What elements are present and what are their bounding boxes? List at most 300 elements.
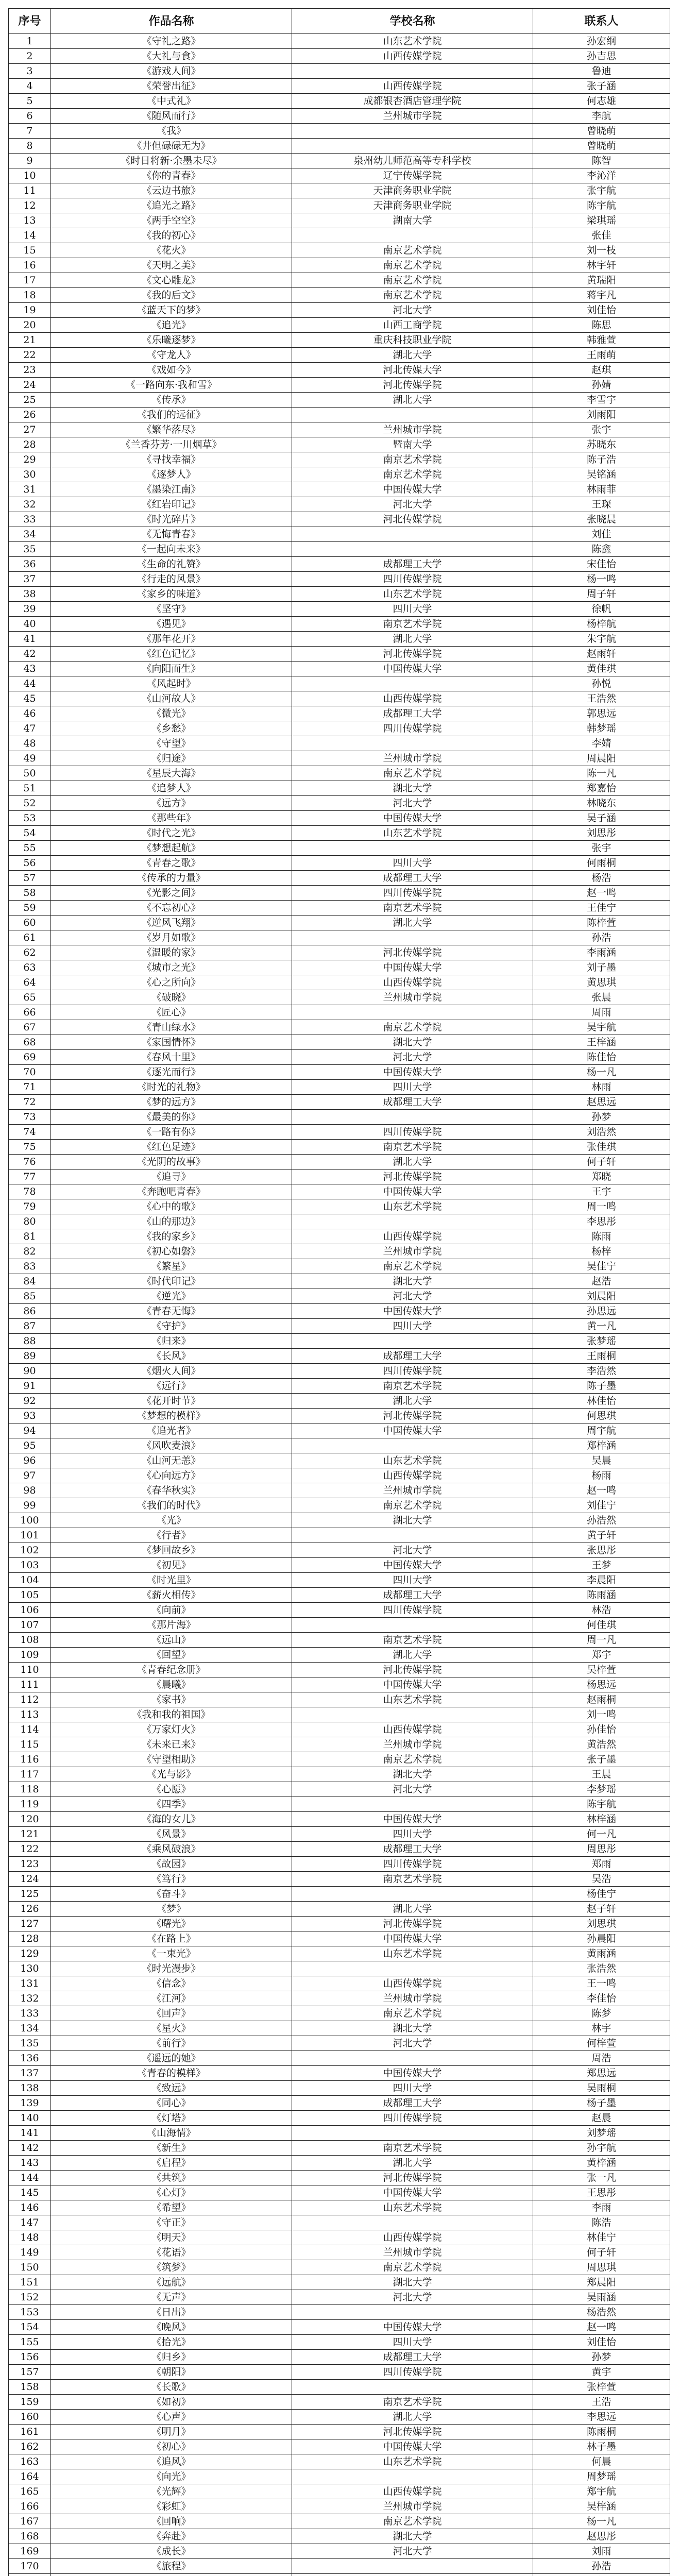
cell-serial: 97 xyxy=(9,1468,51,1483)
table-row xyxy=(9,1782,670,1797)
cell-school: 四川传媒学院 xyxy=(292,721,533,736)
cell-school xyxy=(292,1797,533,1812)
cell-serial: 107 xyxy=(9,1618,51,1633)
cell-serial: 95 xyxy=(9,1438,51,1453)
table-row xyxy=(9,1618,670,1633)
cell-serial: 124 xyxy=(9,1872,51,1887)
cell-school: 湖北大学 xyxy=(292,2529,533,2544)
table-row xyxy=(9,2335,670,2350)
table-row xyxy=(9,1707,670,1722)
table-row xyxy=(9,2081,670,2096)
cell-contact: 何梓萱 xyxy=(533,2036,670,2051)
cell-contact: 曾晓萌 xyxy=(533,124,670,139)
cell-contact: 曾晓萌 xyxy=(533,139,670,154)
table-row xyxy=(9,333,670,348)
cell-contact: 刘一鸣 xyxy=(533,1707,670,1722)
cell-work-title: 《家乡的味道》 xyxy=(51,587,292,602)
table-row xyxy=(9,273,670,288)
cell-school xyxy=(292,1707,533,1722)
table-row xyxy=(9,1035,670,1050)
cell-serial: 142 xyxy=(9,2141,51,2156)
table-row xyxy=(9,198,670,213)
cell-work-title: 《心之所向》 xyxy=(51,975,292,990)
cell-contact: 陈智 xyxy=(533,154,670,168)
cell-serial: 156 xyxy=(9,2350,51,2365)
table-row xyxy=(9,1409,670,1423)
cell-serial: 78 xyxy=(9,1184,51,1199)
cell-serial: 57 xyxy=(9,871,51,886)
cell-serial: 73 xyxy=(9,1110,51,1125)
cell-serial: 6 xyxy=(9,109,51,124)
cell-school: 兰州城市学院 xyxy=(292,751,533,766)
cell-work-title: 《守礼之路》 xyxy=(51,34,292,49)
cell-contact: 何佳琪 xyxy=(533,1618,670,1633)
cell-work-title: 《希望》 xyxy=(51,2200,292,2215)
cell-serial: 164 xyxy=(9,2469,51,2484)
cell-work-title: 《心愿》 xyxy=(51,1782,292,1797)
table-row xyxy=(9,168,670,183)
cell-contact: 林雨 xyxy=(533,1080,670,1095)
table-row xyxy=(9,1498,670,1513)
cell-work-title: 《守望》 xyxy=(51,736,292,751)
cell-work-title: 《一路向东·我和雪》 xyxy=(51,378,292,393)
cell-contact: 周宇航 xyxy=(533,1423,670,1438)
cell-serial: 130 xyxy=(9,1961,51,1976)
cell-work-title: 《追梦人》 xyxy=(51,781,292,796)
cell-work-title: 《归乡》 xyxy=(51,2350,292,2365)
cell-serial: 29 xyxy=(9,452,51,467)
cell-contact: 陈宇航 xyxy=(533,1797,670,1812)
cell-contact: 林梓涵 xyxy=(533,1812,670,1827)
table-row xyxy=(9,2036,670,2051)
cell-serial: 152 xyxy=(9,2290,51,2305)
cell-contact: 杨梓 xyxy=(533,1244,670,1259)
table-row xyxy=(9,527,670,542)
cell-work-title: 《岁月如歌》 xyxy=(51,930,292,945)
table-row xyxy=(9,1334,670,1349)
cell-work-title: 《旅程》 xyxy=(51,2559,292,2574)
cell-work-title: 《春华秋实》 xyxy=(51,1483,292,1498)
table-row xyxy=(9,557,670,572)
cell-serial: 77 xyxy=(9,1170,51,1184)
cell-contact: 吴宇航 xyxy=(533,1020,670,1035)
cell-work-title: 《光辉》 xyxy=(51,2484,292,2499)
cell-contact: 郑嘉怡 xyxy=(533,781,670,796)
cell-contact: 杨浩然 xyxy=(533,2305,670,2320)
cell-work-title: 《时光漫步》 xyxy=(51,1961,292,1976)
table-row xyxy=(9,2156,670,2171)
table-row xyxy=(9,2021,670,2036)
table-row xyxy=(9,2469,670,2484)
header-row xyxy=(9,9,670,34)
cell-contact: 刘思琪 xyxy=(533,1917,670,1931)
cell-work-title: 《行者》 xyxy=(51,1528,292,1543)
cell-serial: 70 xyxy=(9,1065,51,1080)
cell-serial: 61 xyxy=(9,930,51,945)
cell-serial xyxy=(9,2574,51,2576)
cell-work-title: 《寻找幸福》 xyxy=(51,452,292,467)
cell-contact: 李梦瑶 xyxy=(533,1782,670,1797)
cell-contact: 黄瑞阳 xyxy=(533,273,670,288)
cell-work-title: 《远方》 xyxy=(51,796,292,811)
cell-contact: 刘一枝 xyxy=(533,243,670,258)
table-header xyxy=(9,9,670,34)
cell-serial: 41 xyxy=(9,632,51,647)
table-row xyxy=(9,2410,670,2425)
table-row xyxy=(9,617,670,632)
cell-contact: 刘子墨 xyxy=(533,960,670,975)
cell-serial: 79 xyxy=(9,1199,51,1214)
cell-school: 山东艺术学院 xyxy=(292,34,533,49)
cell-work-title: 《我的初心》 xyxy=(51,228,292,243)
cell-serial: 90 xyxy=(9,1364,51,1379)
cell-serial: 101 xyxy=(9,1528,51,1543)
cell-school xyxy=(292,1961,533,1976)
cell-contact: 张浩然 xyxy=(533,1961,670,1976)
table-row xyxy=(9,2200,670,2215)
cell-serial: 51 xyxy=(9,781,51,796)
cell-serial: 28 xyxy=(9,437,51,452)
cell-work-title: 《长歌》 xyxy=(51,2380,292,2395)
cell-work-title: 《远行》 xyxy=(51,1379,292,1394)
cell-work-title: 《花语》 xyxy=(51,2245,292,2260)
cell-work-title: 《山河无恙》 xyxy=(51,1453,292,1468)
cell-serial: 49 xyxy=(9,751,51,766)
cell-contact: 孙浩 xyxy=(533,2559,670,2574)
table-row xyxy=(9,1080,670,1095)
table-row xyxy=(9,318,670,333)
cell-work-title: 《守龙人》 xyxy=(51,348,292,363)
table-body xyxy=(9,34,670,2576)
table-row xyxy=(9,228,670,243)
cell-school: 南京艺术学院 xyxy=(292,617,533,632)
cell-work-title: 《朝阳》 xyxy=(51,2365,292,2380)
cell-serial: 32 xyxy=(9,497,51,512)
cell-serial: 120 xyxy=(9,1812,51,1827)
cell-contact: 王雨桐 xyxy=(533,1349,670,1364)
cell-contact: 苏晓东 xyxy=(533,437,670,452)
table-row xyxy=(9,2096,670,2111)
cell-serial: 163 xyxy=(9,2454,51,2469)
cell-serial: 147 xyxy=(9,2215,51,2230)
cell-serial: 82 xyxy=(9,1244,51,1259)
cell-serial: 7 xyxy=(9,124,51,139)
cell-school xyxy=(292,2559,533,2574)
cell-serial: 128 xyxy=(9,1931,51,1946)
cell-serial: 12 xyxy=(9,198,51,213)
cell-contact: 郑晓 xyxy=(533,1170,670,1184)
cell-contact: 孙吉思 xyxy=(533,49,670,64)
table-row xyxy=(9,1125,670,1140)
table-row xyxy=(9,1170,670,1184)
cell-school: 山西传媒学院 xyxy=(292,2484,533,2499)
cell-contact: 张子涵 xyxy=(533,79,670,94)
cell-serial: 141 xyxy=(9,2126,51,2141)
cell-contact: 韩梦瑶 xyxy=(533,721,670,736)
table-row xyxy=(9,2006,670,2021)
cell-serial: 98 xyxy=(9,1483,51,1498)
table-row xyxy=(9,572,670,587)
cell-school: 湖北大学 xyxy=(292,348,533,363)
cell-serial: 149 xyxy=(9,2245,51,2260)
table-row xyxy=(9,2499,670,2514)
cell-school: 中国传媒大学 xyxy=(292,1184,533,1199)
table-row xyxy=(9,811,670,826)
cell-serial: 148 xyxy=(9,2230,51,2245)
table-row xyxy=(9,1603,670,1618)
table-row xyxy=(9,1543,670,1558)
cell-work-title: 《梦想的模样》 xyxy=(51,1409,292,1423)
cell-serial: 68 xyxy=(9,1035,51,1050)
cell-serial: 27 xyxy=(9,422,51,437)
cell-school xyxy=(292,2574,533,2576)
cell-work-title: 《守护》 xyxy=(51,1319,292,1334)
cell-contact: 赵思远 xyxy=(533,1095,670,1110)
cell-contact: 吴雨涵 xyxy=(533,2290,670,2305)
cell-serial: 165 xyxy=(9,2484,51,2499)
cell-work-title: 《兰香芬芳·一川烟草》 xyxy=(51,437,292,452)
cell-school: 南京艺术学院 xyxy=(292,452,533,467)
cell-serial: 135 xyxy=(9,2036,51,2051)
cell-contact: 杨浩 xyxy=(533,871,670,886)
cell-work-title: 《风起时》 xyxy=(51,676,292,691)
cell-serial: 86 xyxy=(9,1304,51,1319)
cell-serial: 35 xyxy=(9,542,51,557)
cell-work-title: 《风吹麦浪》 xyxy=(51,1438,292,1453)
cell-work-title: 《我的家乡》 xyxy=(51,1229,292,1244)
table-row xyxy=(9,1737,670,1752)
cell-school: 湖北大学 xyxy=(292,781,533,796)
cell-contact: 孙浩 xyxy=(533,930,670,945)
cell-contact: 王思彤 xyxy=(533,2185,670,2200)
cell-school xyxy=(292,64,533,79)
cell-work-title: 《那些年》 xyxy=(51,811,292,826)
cell-school: 湖北大学 xyxy=(292,916,533,930)
cell-work-title: 《遇见》 xyxy=(51,617,292,632)
cell-work-title: 《追寻》 xyxy=(51,1170,292,1184)
cell-serial: 151 xyxy=(9,2275,51,2290)
cell-contact: 吴梓萱 xyxy=(533,1663,670,1677)
table-row xyxy=(9,2454,670,2469)
table-row xyxy=(9,1379,670,1394)
table-row xyxy=(9,303,670,318)
cell-work-title: 《晚风》 xyxy=(51,2320,292,2335)
cell-school: 中国传媒大学 xyxy=(292,1065,533,1080)
cell-school: 南京艺术学院 xyxy=(292,288,533,303)
cell-contact: 郑晨阳 xyxy=(533,2275,670,2290)
table-row xyxy=(9,2544,670,2559)
table-row xyxy=(9,856,670,871)
cell-school: 中国传媒大学 xyxy=(292,2066,533,2081)
cell-contact: 王梓涵 xyxy=(533,1035,670,1050)
cell-serial: 126 xyxy=(9,1902,51,1917)
table-row xyxy=(9,662,670,676)
cell-work-title: 《时光里》 xyxy=(51,1573,292,1588)
table-row xyxy=(9,1558,670,1573)
cell-contact: 黄宇 xyxy=(533,2365,670,2380)
cell-contact: 陈浩 xyxy=(533,2215,670,2230)
cell-contact: 杨梓航 xyxy=(533,617,670,632)
cell-serial: 53 xyxy=(9,811,51,826)
cell-contact: 张佳 xyxy=(533,228,670,243)
cell-serial: 153 xyxy=(9,2305,51,2320)
cell-serial: 131 xyxy=(9,1976,51,1991)
cell-serial: 42 xyxy=(9,647,51,662)
cell-school: 中国传媒大学 xyxy=(292,1931,533,1946)
cell-contact: 杨佳宁 xyxy=(533,1887,670,1902)
cell-school: 河北传媒学院 xyxy=(292,2425,533,2439)
cell-serial: 26 xyxy=(9,408,51,422)
cell-school: 湖北大学 xyxy=(292,2156,533,2171)
cell-school xyxy=(292,542,533,557)
cell-contact: 何子轩 xyxy=(533,2245,670,2260)
table-row xyxy=(9,1140,670,1155)
cell-work-title: 《青春的模样》 xyxy=(51,2066,292,2081)
cell-contact: 孙宏纲 xyxy=(533,34,670,49)
cell-contact: 王晨 xyxy=(533,1767,670,1782)
cell-work-title: 《晨曦》 xyxy=(51,1677,292,1692)
cell-contact: 何一凡 xyxy=(533,1827,670,1842)
table-row xyxy=(9,1214,670,1229)
table-row xyxy=(9,1020,670,1035)
header-serial: 序号 xyxy=(9,9,51,34)
cell-serial: 63 xyxy=(9,960,51,975)
table-row xyxy=(9,2275,670,2290)
table-row xyxy=(9,796,670,811)
cell-school: 辽宁传媒学院 xyxy=(292,168,533,183)
table-row xyxy=(9,1513,670,1528)
cell-school: 山东艺术学院 xyxy=(292,826,533,841)
cell-serial: 83 xyxy=(9,1259,51,1274)
table-row xyxy=(9,1677,670,1692)
cell-school: 四川大学 xyxy=(292,1827,533,1842)
cell-contact: 孙悦 xyxy=(533,676,670,691)
cell-work-title: 《我们的时代》 xyxy=(51,1498,292,1513)
cell-school: 兰州城市学院 xyxy=(292,1483,533,1498)
cell-work-title: 《山海情》 xyxy=(51,2126,292,2141)
table-row xyxy=(9,1872,670,1887)
cell-contact: 李雨 xyxy=(533,2200,670,2215)
table-row xyxy=(9,1319,670,1334)
cell-serial: 122 xyxy=(9,1842,51,1857)
cell-school: 南京艺术学院 xyxy=(292,2006,533,2021)
cell-contact: 赵雨桐 xyxy=(533,1692,670,1707)
cell-serial: 1 xyxy=(9,34,51,49)
cell-school: 河北传媒学院 xyxy=(292,945,533,960)
cell-work-title: 《山的那边》 xyxy=(51,1214,292,1229)
cell-serial: 21 xyxy=(9,333,51,348)
cell-serial: 162 xyxy=(9,2439,51,2454)
cell-work-title: 《追光者》 xyxy=(51,1423,292,1438)
cell-work-title: 《墨染江南》 xyxy=(51,482,292,497)
cell-serial: 74 xyxy=(9,1125,51,1140)
cell-serial: 30 xyxy=(9,467,51,482)
cell-school: 河北传媒学院 xyxy=(292,1409,533,1423)
cell-work-title: 《破晓》 xyxy=(51,990,292,1005)
cell-work-title: 《行走的风景》 xyxy=(51,572,292,587)
table-row xyxy=(9,393,670,408)
cell-contact: 赵晨 xyxy=(533,2111,670,2126)
cell-school: 暨南大学 xyxy=(292,437,533,452)
cell-contact: 林宇 xyxy=(533,2021,670,2036)
table-row xyxy=(9,49,670,64)
table-row xyxy=(9,2484,670,2499)
cell-school: 四川传媒学院 xyxy=(292,1603,533,1618)
cell-contact: 刘佳怡 xyxy=(533,303,670,318)
cell-work-title: 《烟火人间》 xyxy=(51,1364,292,1379)
cell-school xyxy=(292,527,533,542)
cell-contact: 孙宇航 xyxy=(533,2141,670,2156)
cell-work-title: 《星火》 xyxy=(51,2021,292,2036)
cell-serial: 40 xyxy=(9,617,51,632)
cell-work-title: 《向前》 xyxy=(51,1603,292,1618)
cell-contact: 吴浩 xyxy=(533,1872,670,1887)
cell-school: 山东艺术学院 xyxy=(292,2454,533,2469)
table-row xyxy=(9,497,670,512)
cell-school: 成都理工大学 xyxy=(292,557,533,572)
cell-school: 成都理工大学 xyxy=(292,1349,533,1364)
cell-contact: 周思琪 xyxy=(533,2260,670,2275)
table-row xyxy=(9,1827,670,1842)
table-row xyxy=(9,467,670,482)
cell-work-title: 《明天》 xyxy=(51,2230,292,2245)
table-row xyxy=(9,1453,670,1468)
cell-contact: 赵一鸣 xyxy=(533,2320,670,2335)
cell-school: 中国传媒大学 xyxy=(292,1812,533,1827)
cell-contact: 陈思 xyxy=(533,318,670,333)
cell-contact: 赵琪 xyxy=(533,363,670,378)
table-row xyxy=(9,721,670,736)
cell-school: 四川传媒学院 xyxy=(292,2111,533,2126)
cell-school xyxy=(292,1887,533,1902)
cell-school: 河北大学 xyxy=(292,2036,533,2051)
cell-school: 山西传媒学院 xyxy=(292,2230,533,2245)
cell-school: 河北大学 xyxy=(292,2290,533,2305)
table-row xyxy=(9,766,670,781)
cell-contact: 何晨 xyxy=(533,2454,670,2469)
cell-contact: 刘佳宁 xyxy=(533,1498,670,1513)
cell-school: 四川大学 xyxy=(292,856,533,871)
cell-work-title: 《青山绿水》 xyxy=(51,1020,292,1035)
cell-contact: 吴雨桐 xyxy=(533,2081,670,2096)
cell-serial: 137 xyxy=(9,2066,51,2081)
cell-contact: 刘佳 xyxy=(533,527,670,542)
cell-contact: 何思琪 xyxy=(533,1409,670,1423)
cell-work-title: 《在路上》 xyxy=(51,1931,292,1946)
table-row xyxy=(9,930,670,945)
cell-serial: 154 xyxy=(9,2320,51,2335)
cell-contact: 张宇 xyxy=(533,841,670,856)
cell-school xyxy=(292,2305,533,2320)
cell-school: 四川传媒学院 xyxy=(292,2365,533,2380)
cell-work-title: 《初心》 xyxy=(51,2439,292,2454)
table-row xyxy=(9,79,670,94)
cell-school: 山西传媒学院 xyxy=(292,1229,533,1244)
cell-work-title: 《一起向未来》 xyxy=(51,542,292,557)
cell-work-title: 《花开时节》 xyxy=(51,1394,292,1409)
cell-school: 兰州城市学院 xyxy=(292,1244,533,1259)
cell-work-title: 《时光碎片》 xyxy=(51,512,292,527)
cell-work-title: 《归途》 xyxy=(51,751,292,766)
cell-school xyxy=(292,1438,533,1453)
cell-serial: 20 xyxy=(9,318,51,333)
cell-work-title: 《那片海》 xyxy=(51,1618,292,1633)
table-row xyxy=(9,408,670,422)
cell-work-title: 《归来》 xyxy=(51,1334,292,1349)
cell-serial: 170 xyxy=(9,2559,51,2574)
cell-work-title: 《笃行》 xyxy=(51,1872,292,1887)
cell-serial: 13 xyxy=(9,213,51,228)
